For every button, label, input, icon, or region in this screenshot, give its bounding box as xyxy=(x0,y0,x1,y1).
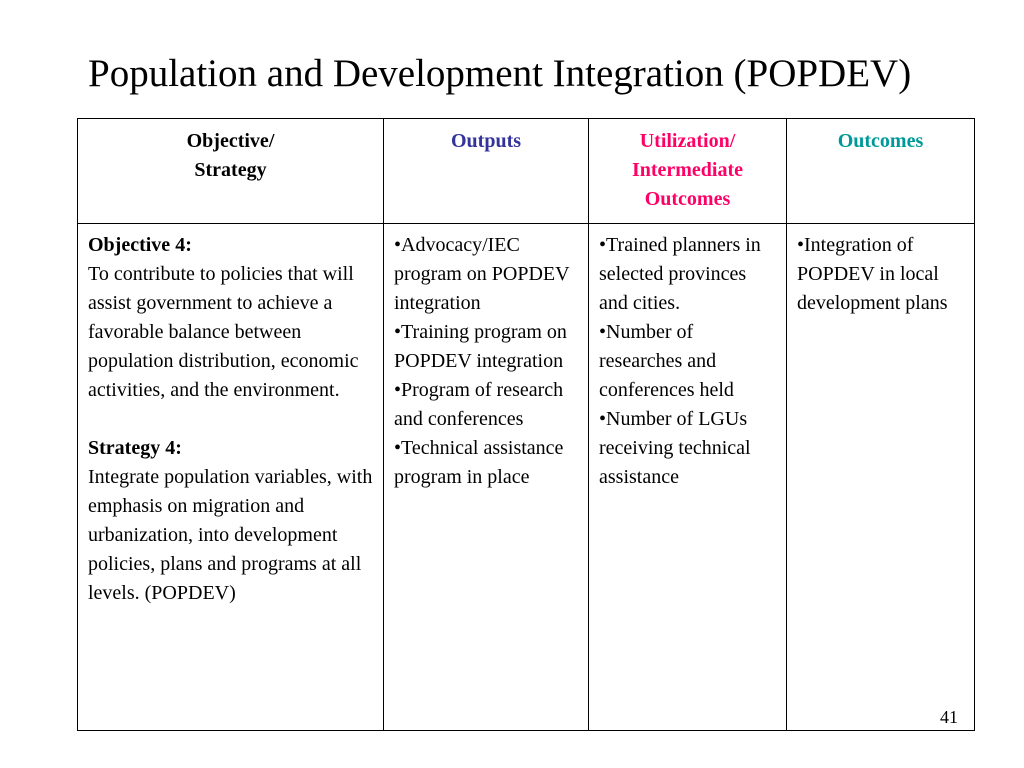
strategy-heading: Strategy 4: xyxy=(88,437,182,459)
slide-title: Population and Development Integration (POPDEV) xyxy=(88,52,912,95)
outcomes-cell xyxy=(787,224,975,731)
header-line: Utilization/ xyxy=(639,130,736,152)
header-line: Strategy xyxy=(194,159,267,181)
objective-strategy-cell xyxy=(78,224,384,731)
utilization-cell xyxy=(589,224,787,731)
header-line: Outcomes xyxy=(644,188,731,210)
output-item-text: Advocacy/IEC program on POPDEV integration xyxy=(394,234,570,314)
utilization-item-text: Number of researches and conferences held xyxy=(599,321,734,401)
utilization-item-text: Trained planners in selected provinces and cities. xyxy=(599,234,761,314)
header-line: Objective/ xyxy=(186,130,275,152)
utilization-item-text: Number of LGUs receiving technical assistance xyxy=(599,408,751,488)
bullet-icon: • xyxy=(599,408,607,430)
header-line: Outputs xyxy=(450,130,522,152)
output-item-text: Program of research and conferences xyxy=(394,379,564,430)
strategy-text: Integrate population variables, with emphasis on migration and urbanization, into development policies, plans and programs at all levels. (POPDEV) xyxy=(88,466,373,604)
objective-text: To contribute to policies that will assist government to achieve a favorable balance between population distribution, economic activities, and the environment. xyxy=(88,263,359,401)
header-line: Outcomes xyxy=(837,130,924,152)
table-header-row xyxy=(78,119,975,224)
outputs-cell xyxy=(384,224,589,731)
objectives-table xyxy=(77,118,975,731)
bullet-icon: • xyxy=(797,234,805,256)
bullet-icon: • xyxy=(394,321,402,343)
outcome-item-text: Integration of POPDEV in local development plans xyxy=(797,234,948,314)
output-item-text: Training program on POPDEV integration xyxy=(394,321,567,372)
list-item xyxy=(394,231,582,318)
header-outcomes xyxy=(787,119,975,224)
header-objective-strategy xyxy=(78,119,384,224)
bullet-icon: • xyxy=(394,437,402,459)
page-number: 41 xyxy=(940,707,958,727)
bullet-icon: • xyxy=(599,321,607,343)
list-item xyxy=(599,231,780,318)
list-item xyxy=(394,376,582,434)
bullet-icon: • xyxy=(599,234,607,256)
list-item xyxy=(394,434,582,492)
list-item xyxy=(797,231,968,318)
objective-heading: Objective 4: xyxy=(88,234,192,256)
paragraph-gap xyxy=(88,405,377,434)
list-item xyxy=(599,405,780,492)
header-line: Intermediate xyxy=(631,159,744,181)
list-item xyxy=(394,318,582,376)
list-item xyxy=(599,318,780,405)
header-outputs xyxy=(384,119,589,224)
bullet-icon: • xyxy=(394,234,402,256)
bullet-icon: • xyxy=(394,379,402,401)
header-utilization xyxy=(589,119,787,224)
output-item-text: Technical assistance program in place xyxy=(394,437,564,488)
table-row xyxy=(78,224,975,731)
